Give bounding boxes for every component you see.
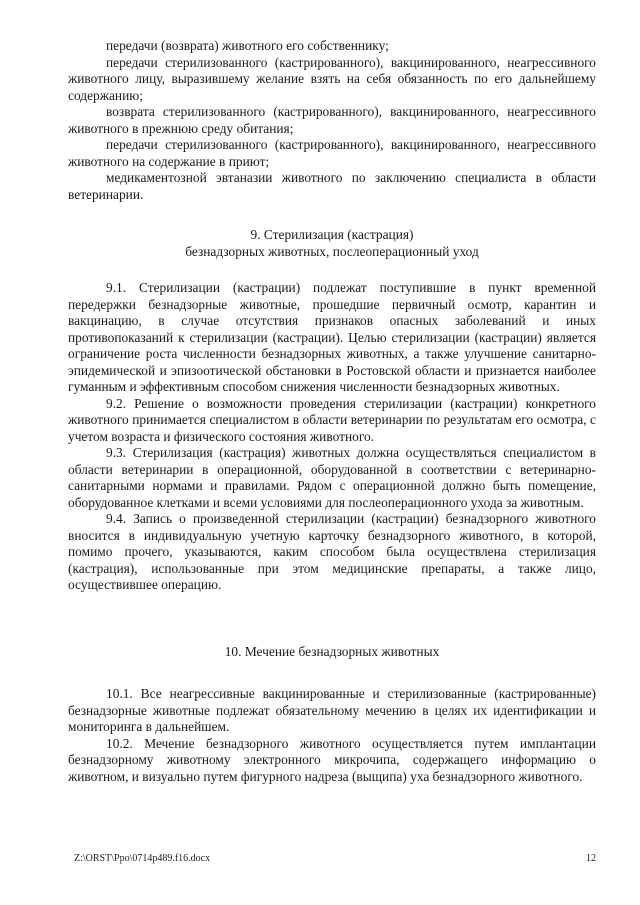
paragraph-10-1: 10.1. Все неагрессивные вакцинированные и стерилизованные (кастрированные) безнадзорные животные подлежат обязательному мечению в целях их идентификации и мониторинга в дальнейшем.: [68, 686, 596, 734]
list-item: возврата стерилизованного (кастрированного), вакцинированного, неагрессивного животного в прежнюю среду обитания;: [68, 104, 596, 136]
list-item: передачи стерилизованного (кастрированного), вакцинированного, неагрессивного животного лицу, выразившему желание взять на себя обязанность по его дальнейшему содержанию;: [68, 54, 596, 103]
section-9-title-line-2: безнадзорных животных, послеоперационный уход: [185, 243, 479, 259]
paragraph-9-4: 9.4. Запись о произведенной стерилизации (кастрации) безнадзорного животного вносится в индивидуальную учетную карточку безнадзорного животного, в которой, помимо прочего, указываются, каким способом была осуществлена стерилизация (кастрация), использованные при этом медицинские препараты, а также лицо, осуществившее операцию.: [68, 511, 596, 592]
paragraph-9-1: 9.1. Стерилизации (кастрации) подлежат поступившие в пункт временной передержки безнадзорные животные, прошедшие первичный осмотр, карантин и вакцинацию, в случае отсутствия признаков опасных заболеваний и иных противопоказаний к стерилизации (кастрации). Целью стерилизации (кастрации) является ограничение роста численности безнадзорных животных, а также улучшение санитарно-эпидемической и эпизоотической обстановки в Ростовской области и признается наиболее гуманным и эффективным способом снижения численности безнадзорных животных.: [68, 280, 596, 394]
page-footer: [74, 853, 596, 865]
list-item: медикаментозной эвтаназии животного по заключению специалиста в области ветеринарии.: [68, 170, 596, 202]
list-item: передачи стерилизованного (кастрированного), вакцинированного, неагрессивного животного на содержание в приют;: [68, 137, 596, 169]
paragraph-9-2: 9.2. Решение о возможности проведения стерилизации (кастрации) конкретного животного принимается специалистом в области ветеринарии по результатам его осмотра, с учетом возраста и физического состояния животного.: [68, 395, 596, 444]
document-page: [68, 38, 596, 785]
paragraph-9-3: 9.3. Стерилизация (кастрация) животных должна осуществляться специалистом в области ветеринарии в операционной, оборудованной в соответствии с ветеринарно-санитарными нормами и правилами. Рядом с операционной должно быть помещение, оборудованное клетками и всеми условиями для послеоперационного ухода за животным.: [68, 445, 596, 510]
section-9-title-line-1: 9. Стерилизация (кастрация): [250, 227, 414, 242]
page-number: 12: [586, 853, 596, 864]
file-path: Z:\ORST\Ppo\0714p489.f16.docx: [74, 853, 211, 864]
paragraph-10-2: 10.2. Мечение безнадзорного животного осуществляется путем имплантации безнадзорному животному электронного микрочипа, содержащего информацию о животном, и визуально путем фигурного надреза (выщипа) уха безнадзорного животного.: [68, 735, 596, 784]
section-10-title: 10. Мечение безнадзорных животных: [224, 643, 440, 659]
list-item: передачи (возврата) животного его собственнику;: [106, 38, 389, 53]
